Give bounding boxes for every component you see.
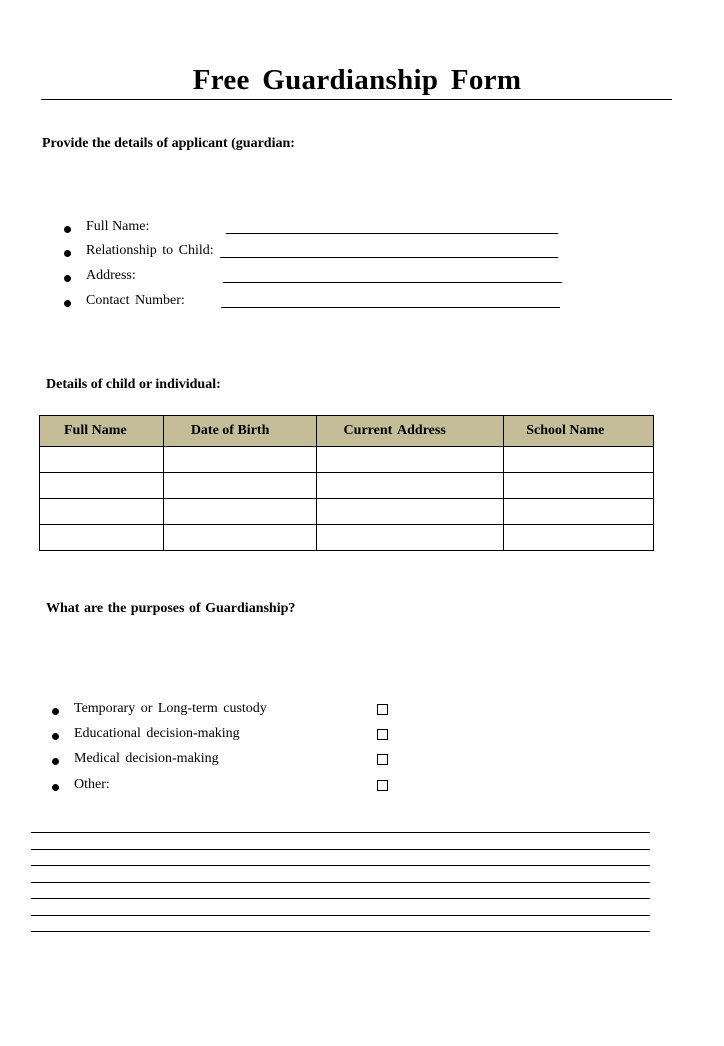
column-header-full-name: Full Name — [40, 416, 164, 447]
table-cell[interactable] — [40, 473, 164, 499]
table-cell[interactable] — [504, 473, 654, 499]
table-cell[interactable] — [40, 525, 164, 551]
table-cell[interactable] — [504, 447, 654, 473]
table-cell[interactable] — [163, 525, 316, 551]
relationship-input-line[interactable] — [220, 257, 558, 258]
table-header-row — [40, 416, 654, 447]
bullet-icon — [52, 733, 59, 740]
table-cell[interactable] — [316, 525, 504, 551]
field-label: Contact Number: — [86, 293, 185, 308]
form-title: Free Guardianship Form — [192, 64, 522, 96]
option-label: Other: — [74, 777, 110, 792]
table-cell[interactable] — [316, 447, 504, 473]
column-header-date-of-birth: Date of Birth — [163, 416, 316, 447]
table-row — [40, 473, 654, 499]
educational-checkbox[interactable] — [377, 729, 388, 740]
table-row — [40, 525, 654, 551]
table-cell[interactable] — [504, 525, 654, 551]
table-cell[interactable] — [163, 499, 316, 525]
address-input-line[interactable] — [223, 282, 562, 283]
child-section-heading: Details of child or individual: — [46, 377, 221, 392]
table-row — [40, 447, 654, 473]
table-cell[interactable] — [316, 499, 504, 525]
table-cell[interactable] — [163, 447, 316, 473]
bullet-icon — [52, 758, 59, 765]
table-cell[interactable] — [40, 499, 164, 525]
field-label: Address: — [86, 268, 136, 283]
column-header-school-name: School Name — [504, 416, 654, 447]
other-checkbox[interactable] — [377, 780, 388, 791]
other-input-line[interactable] — [31, 849, 650, 850]
child-details-table — [39, 415, 654, 551]
other-input-line[interactable] — [31, 915, 650, 916]
table-cell[interactable] — [316, 473, 504, 499]
table-cell[interactable] — [504, 499, 654, 525]
bullet-icon — [64, 226, 71, 233]
full-name-input-line[interactable] — [226, 233, 558, 234]
bullet-icon — [64, 250, 71, 257]
option-label: Educational decision-making — [74, 726, 240, 741]
custody-checkbox[interactable] — [377, 704, 388, 715]
medical-checkbox[interactable] — [377, 754, 388, 765]
field-label: Relationship to Child: — [86, 243, 214, 258]
other-input-line[interactable] — [31, 898, 650, 899]
bullet-icon — [52, 708, 59, 715]
bullet-icon — [52, 784, 59, 791]
option-label: Medical decision-making — [74, 751, 219, 766]
other-input-line[interactable] — [31, 882, 650, 883]
table-row — [40, 499, 654, 525]
other-input-line[interactable] — [31, 832, 650, 833]
table-cell[interactable] — [163, 473, 316, 499]
table-cell[interactable] — [40, 447, 164, 473]
title-divider — [41, 99, 672, 100]
other-input-line[interactable] — [31, 931, 650, 932]
purpose-section-heading: What are the purposes of Guardianship? — [46, 601, 296, 616]
contact-number-input-line[interactable] — [221, 307, 560, 308]
applicant-section-heading: Provide the details of applicant (guardian: — [42, 136, 295, 151]
field-label: Full Name: — [86, 219, 150, 234]
other-input-line[interactable] — [31, 865, 650, 866]
column-header-current-address: Current Address — [316, 416, 504, 447]
option-label: Temporary or Long-term custody — [74, 701, 267, 716]
bullet-icon — [64, 300, 71, 307]
bullet-icon — [64, 275, 71, 282]
